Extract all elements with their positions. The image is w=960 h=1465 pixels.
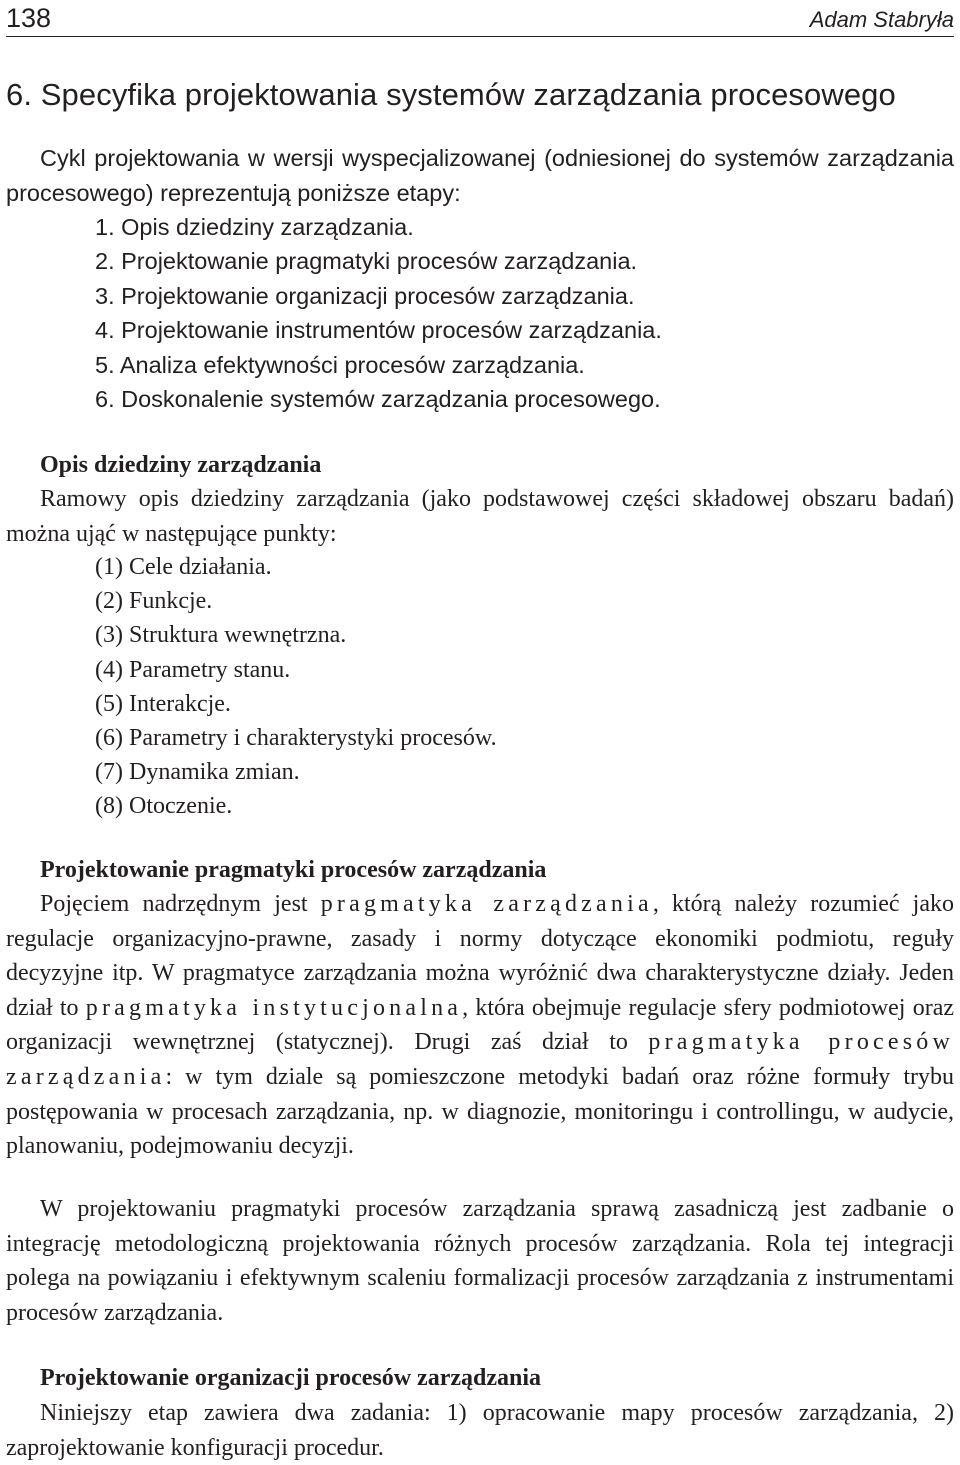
list-item: (1) Cele działania. — [95, 554, 272, 580]
list-item: (4) Parametry stanu. — [95, 656, 291, 683]
list-item: 4. Projektowanie instrumentów procesów zarządzania. — [95, 317, 662, 344]
organization-paragraph: Niniejszy etap zawiera dwa zadania: 1) opracowanie mapy procesów zarządzania, 2) zaprojektowanie konfiguracji procedur. — [6, 1400, 954, 1461]
domain-paragraph: Ramowy opis dziedziny zarządzania (jako podstawowej części składowej obszaru badań) można ująć w następujące punkty: — [6, 486, 954, 547]
list-item: (8) Otoczenie. — [95, 793, 233, 820]
spaced-term: pragmatyka instytucjonalna — [85, 994, 463, 1021]
list-item: (2) Funkcje. — [95, 588, 213, 615]
pragmatics-paragraph-1 — [6, 887, 954, 1164]
list-item: 5. Analiza efektywności procesów zarządzania. — [95, 351, 585, 378]
page-header — [6, 2, 954, 37]
spaced-term: pragmatyka zarządzania — [320, 891, 653, 917]
list-item: 2. Projektowanie pragmatyki procesów zarządzania. — [95, 248, 638, 275]
running-author: Adam Stabryła — [809, 7, 954, 32]
text-run: Pojęciem nadrzędnym jest — [40, 891, 321, 917]
text-run: : w tym dziale są pomieszczone metodyki badań oraz różne formuły trybu postępowania w procesach zarządzania, np. w diagnozie, monitoringu i controllingu, w audycie, planowaniu, podejmowaniu decyzji. — [6, 1063, 954, 1160]
list-item: 3. Projektowanie organizacji procesów zarządzania. — [95, 282, 635, 309]
page-number: 138 — [6, 3, 52, 33]
design-steps-list — [95, 210, 662, 416]
pragmatics-paragraph-2: W projektowaniu pragmatyki procesów zarządzania sprawą zasadniczą jest zadbanie o integrację metodologiczną projektowania różnych procesów zarządzania. Rola tej integracji polega na powiązaniu i efektywnym scaleniu formalizacji procesów zarządzania z instrumentami procesów zarządzania. — [6, 1196, 954, 1326]
spaced-term: pragmatyka procesów zarządzania — [6, 1029, 954, 1090]
list-item: (6) Parametry i charakterystyki procesów. — [95, 725, 497, 752]
list-item: (3) Struktura wewnętrzna. — [95, 622, 347, 649]
domain-points-list — [95, 550, 497, 824]
chapter-title: 6. Specyfika projektowania systemów zarządzania procesowego — [6, 77, 896, 112]
list-item: (5) Interakcje. — [95, 690, 231, 717]
list-item: 6. Doskonalenie systemów zarządzania procesowego. — [95, 386, 661, 413]
section-heading-pragmatics: Projektowanie pragmatyki procesów zarządzania — [40, 857, 547, 883]
intro-paragraph: Cykl projektowania w wersji wyspecjalizowanej (odniesionej do systemów zarządzania procesowego) reprezentują poniższe etapy: — [6, 145, 954, 206]
text-run: , którą należy rozumieć jako regulacje organizacyjno-prawne, zasady i normy dotyczące ekonomiki podmiotu, reguły decyzyjne itp. W pragmatyce zarządzania można wyróżnić dwa charakterystyczne działy. Jeden dział to — [6, 891, 954, 1021]
list-item: 1. Opis dziedziny zarządzania. — [95, 214, 414, 240]
list-item: (7) Dynamika zmian. — [95, 759, 300, 786]
text-run: , która obejmuje regulacje sfery podmiotowej oraz organizacji wewnętrznej (statycznej). Drugi zaś dział to — [6, 994, 955, 1056]
section-heading-organization: Projektowanie organizacji procesów zarządzania — [40, 1365, 542, 1391]
section-heading-domain: Opis dziedziny zarządzania — [40, 452, 322, 478]
